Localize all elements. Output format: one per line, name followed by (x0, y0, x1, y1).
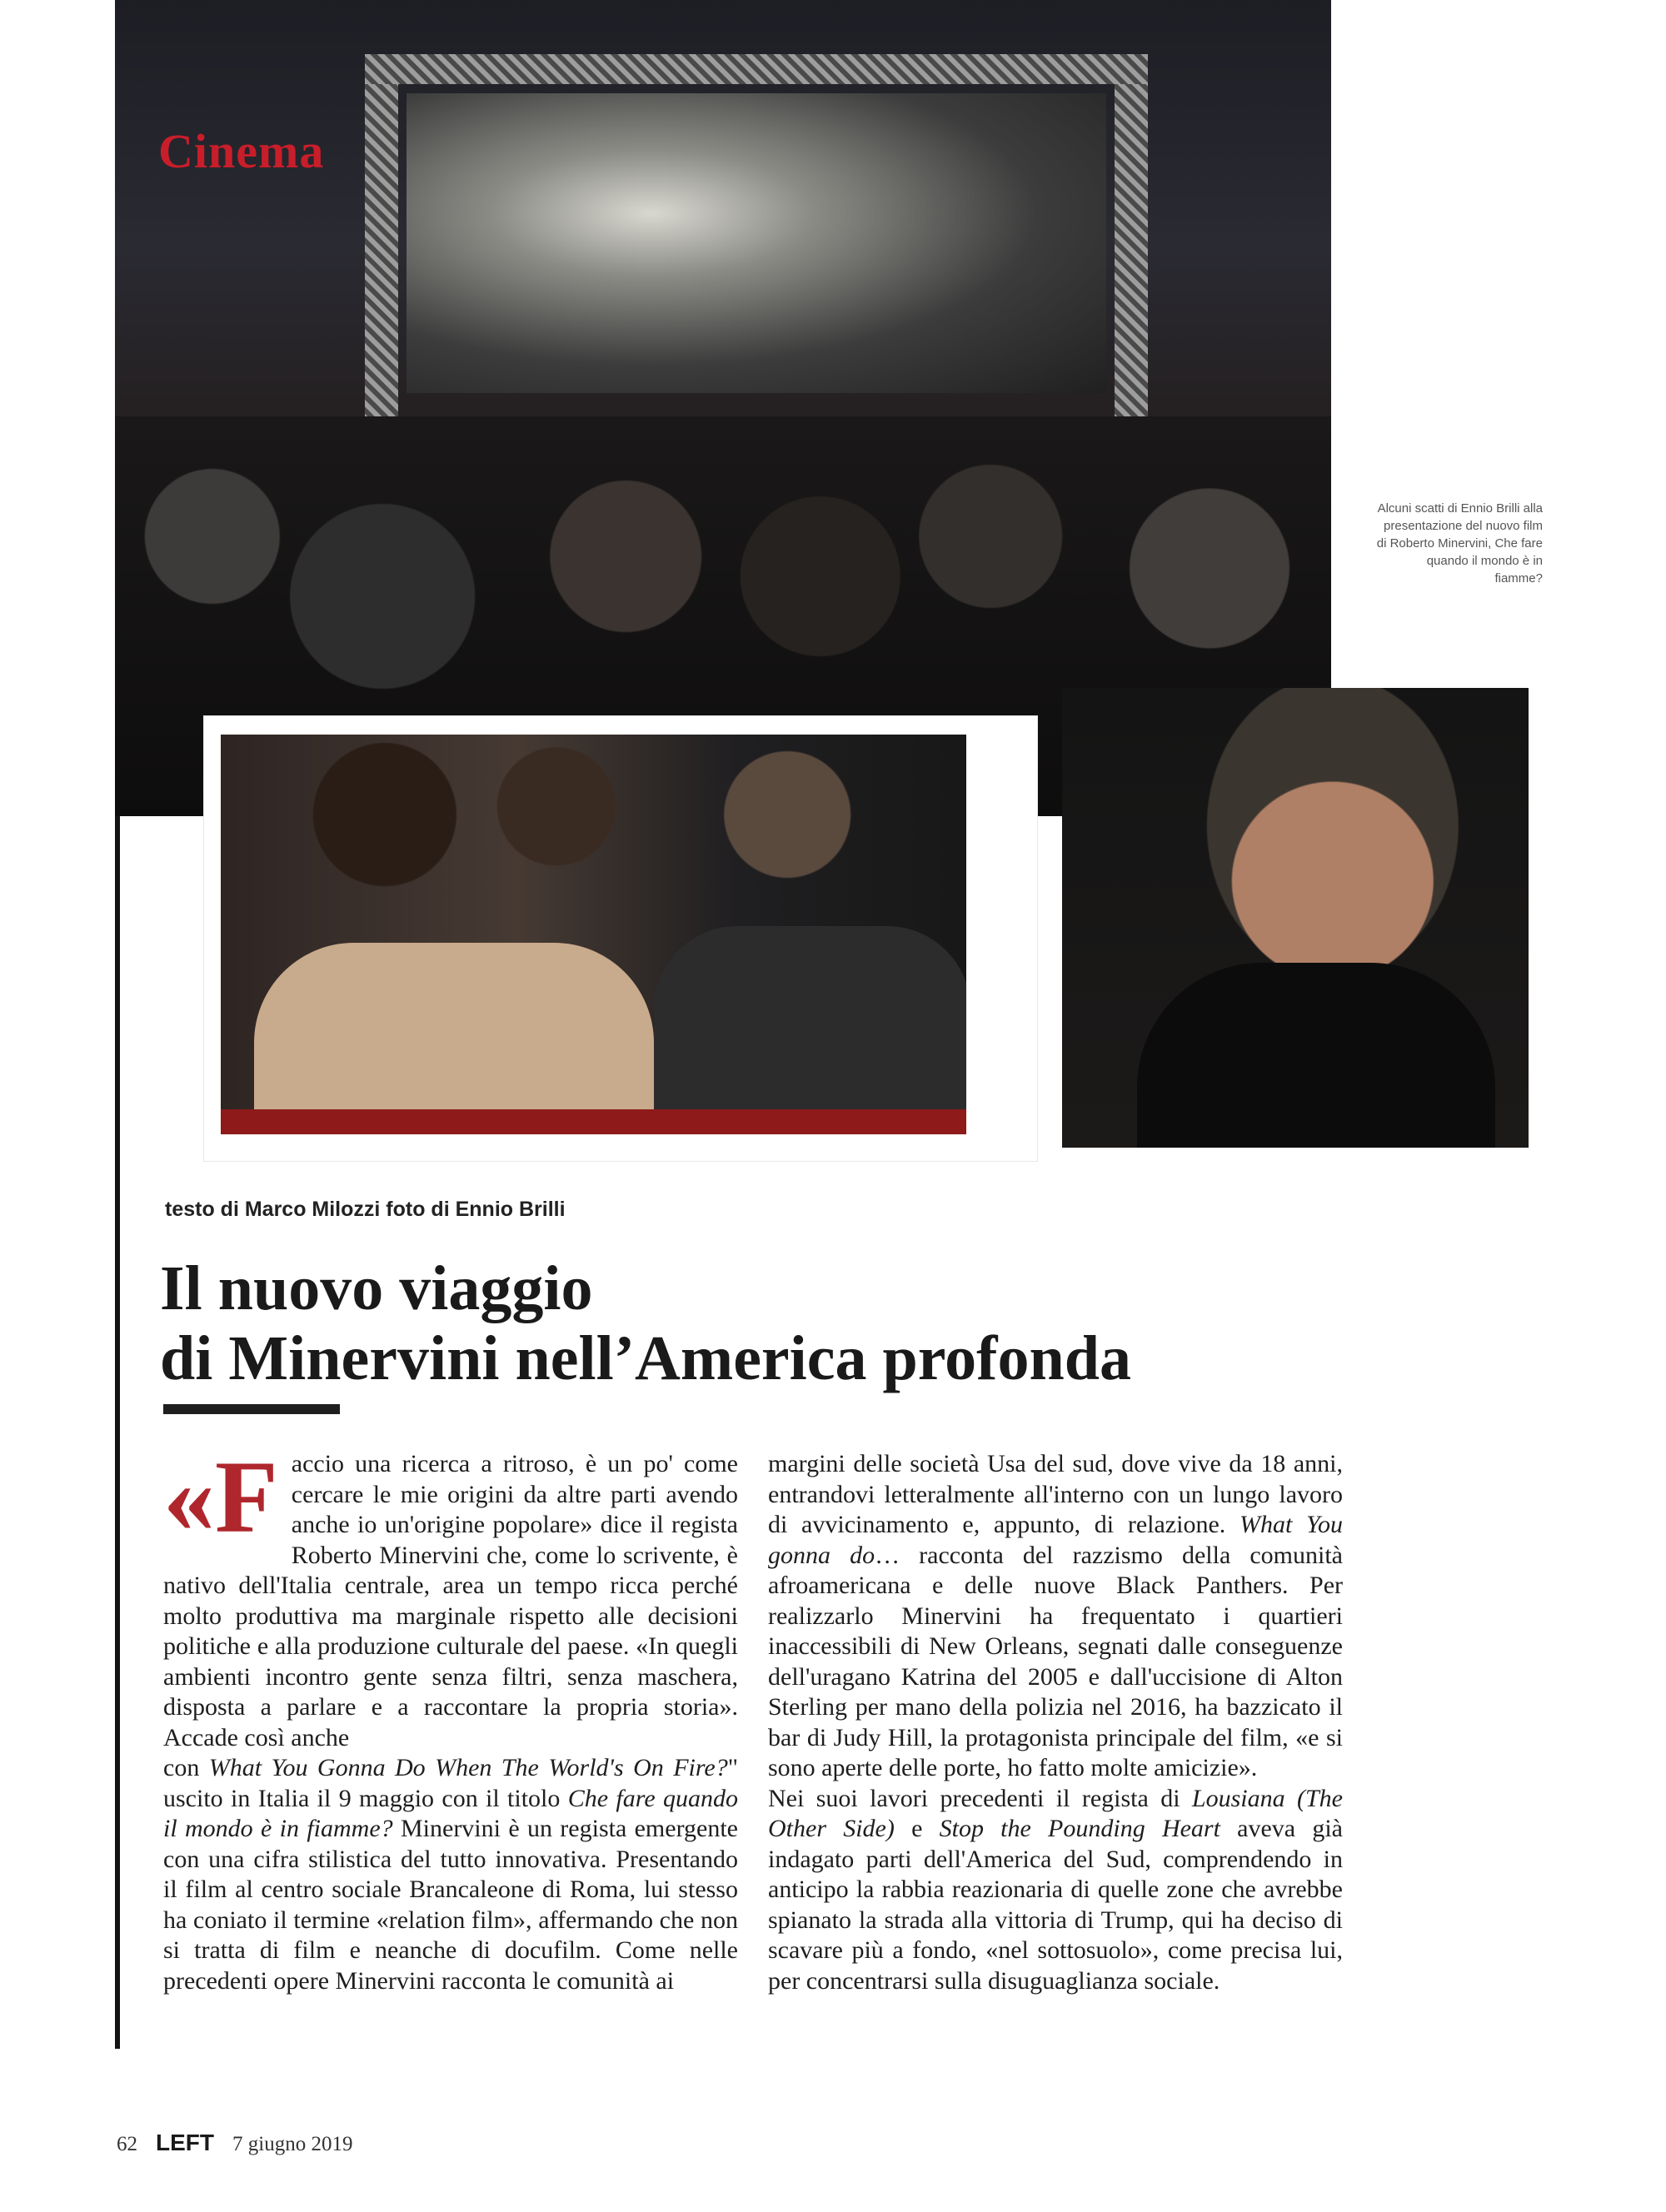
headline (160, 1253, 1343, 1393)
stage-truss-top (365, 54, 1148, 84)
article-text: con (163, 1754, 209, 1781)
article-column-left (163, 1440, 738, 1996)
article-paragraph (163, 1753, 738, 1996)
section-label: Cinema (158, 124, 325, 178)
table-edge (221, 1109, 966, 1134)
headline-line-2: di Minervini nell’America profonda (160, 1323, 1131, 1393)
article-text: margini delle società Usa del sud, dove vive da 18 anni, entrandovi letteralmente all'interno con un lungo lavoro di avvicinamento e, appunto, di relazione. (768, 1450, 1343, 1538)
magazine-name: LEFT (156, 2130, 214, 2155)
panel-photo (221, 735, 966, 1134)
dropcap: «F (163, 1440, 278, 1554)
article-text: " uscito in Italia il 9 maggio con il titolo (163, 1754, 738, 1812)
film-title-italian: Che fare quando il mondo è in fiamme? (163, 1784, 738, 1842)
article-text: Minervini è un regista emergente con una cifra stilistica del tutto innovativa. Presentando il film al centro sociale Brancaleone di Roma, lui stesso ha coniato il termine «relation film», affermando che non si tratta di film e neanche di docufilm. Come nelle precedenti opere Minervini racconta le comunità ai (163, 1815, 738, 1995)
portrait-coat (1137, 963, 1495, 1148)
page-footer (117, 2130, 352, 2156)
speaker-figure (254, 943, 654, 1134)
article-text: Nei suoi lavori precedenti il regista di (768, 1784, 1192, 1812)
article-text: accio una ricerca a ritroso, è un po' come cercare le mie origini da altre parti avendo anche io un'origine popolare» dice il regista Roberto Minervini che, come lo scrivente, è nativo dell'Italia centrale, area un tempo ricca perché molto produttiva ma marginale rispetto alle decisioni politiche e alla produzione culturale del paese. «In quegli ambienti incontro gente senza filtri, senza maschera, disposta a parlare e a raccontare la propria storia». Accade così anche (163, 1450, 738, 1751)
film-title: What You Gonna Do When The World's On Fire? (208, 1754, 728, 1781)
issue-date: 7 giugno 2019 (232, 2133, 353, 2155)
film-title: Lousiana (The Other Side) (768, 1784, 1343, 1842)
article-column-right (768, 1449, 1343, 1996)
article-paragraph (768, 1449, 1343, 1784)
article-text: … racconta del razzismo della comunità afroamericana e delle nuove Black Panthers. Per realizzarlo Minervini ha frequentato i quartieri inaccessibili di New Orleans, segnati dalle conseguenze dell'uragano Katrina del 2005 e dall'uccisione di Alton Sterling per mano della polizia nel 2016, ha bazzicato il bar di Judy Hill, la protagonista principale del film, «e si sono aperte delle porte, ho fatto molte amicizie». (768, 1541, 1343, 1781)
article-paragraph (163, 1440, 738, 1753)
left-rule (115, 816, 120, 2049)
headline-line-1: Il nuovo viaggio (160, 1253, 593, 1323)
byline: testo di Marco Milozzi foto di Ennio Brilli (165, 1198, 566, 1221)
article-paragraph (768, 1784, 1343, 1997)
page-number: 62 (117, 2133, 137, 2155)
director-figure (654, 926, 966, 1134)
projection-screen (407, 93, 1106, 393)
photo-caption: Alcuni scatti di Ennio Brilli alla presentazione del nuovo film di Roberto Minervini, Che fare quando il mondo è in fiamme? (1376, 501, 1543, 585)
headline-rule (163, 1404, 340, 1414)
film-title: Stop the Pounding Heart (939, 1815, 1220, 1842)
article-text: aveva già indagato parti dell'America del Sud, comprendendo in anticipo la rabbia reazionaria di quelle zone che avrebbe spianato la strada alla vittoria di Trump, qui ha deciso di scavare più a fondo, «nel sottosuolo», come precisa lui, per concentrarsi sulla disuguaglianza sociale. (768, 1815, 1343, 1995)
article-text: e (894, 1815, 940, 1842)
director-portrait (1062, 688, 1529, 1148)
film-title: What You gonna do (768, 1511, 1343, 1569)
